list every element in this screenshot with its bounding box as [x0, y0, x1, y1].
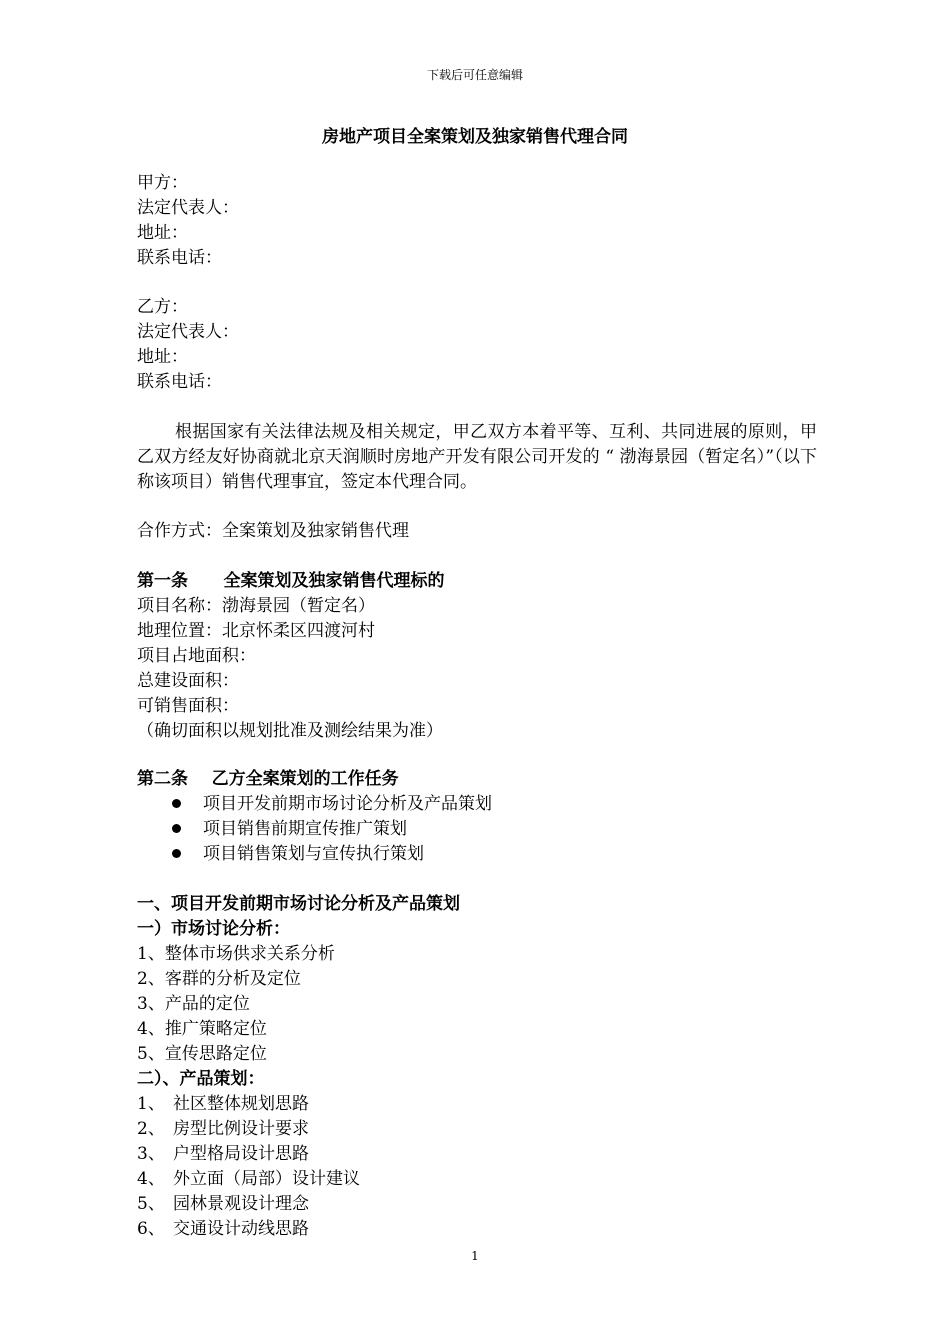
item-number: 5、	[137, 1194, 165, 1214]
item-number: 1、	[137, 1094, 165, 1114]
bullet-text: 项目销售前期宣传推广策划	[203, 819, 407, 839]
header-note: 下载后可任意编辑	[426, 68, 523, 82]
party-b-address: 地址：	[137, 347, 188, 367]
article-1-line: 总建设面积：	[137, 671, 239, 691]
party-a-label: 甲方：	[137, 173, 188, 193]
bullet-text: 项目销售策划与宣传执行策划	[203, 844, 424, 864]
item-text: 园林景观设计理念	[173, 1194, 309, 1214]
product-planning-heading: 二）、产品策划：	[137, 1069, 265, 1089]
section-1	[137, 892, 817, 1242]
item-number: 3、	[137, 1144, 165, 1164]
bullet-item	[137, 842, 817, 867]
bullet-text: 项目开发前期市场讨论分析及产品策划	[203, 794, 492, 814]
item-text: 户型格局设计思路	[173, 1144, 309, 1164]
party-b-block	[137, 295, 817, 395]
party-a-address: 地址：	[137, 223, 188, 243]
market-analysis-item: 2、客群的分析及定位	[137, 969, 301, 989]
market-analysis-item: 3、产品的定位	[137, 994, 250, 1014]
cooperation-text: 合作方式：全案策划及独家销售代理	[137, 521, 409, 541]
product-planning-item	[137, 1192, 817, 1217]
product-planning-item	[137, 1117, 817, 1142]
product-planning-item	[137, 1217, 817, 1242]
article-1-line: 地理位置：北京怀柔区四渡河村	[137, 621, 375, 641]
bullet-icon	[172, 799, 181, 808]
item-text: 房型比例设计要求	[173, 1119, 309, 1139]
article-1-line: 可销售面积：	[137, 696, 239, 716]
item-text: 交通设计动线思路	[173, 1219, 309, 1239]
product-planning-item	[137, 1167, 817, 1192]
item-text: 外立面（局部）设计建议	[173, 1169, 360, 1189]
intro-paragraph: 根据国家有关法律法规及相关规定，甲乙双方本着平等、互利、共同进展的原则，甲乙双方经友好协商就北京天润顺时房地产开发有限公司开发的 “ 渤海景园（暂定名）”（以下称该项目）销售代理事宜，签定本代理合同。	[137, 422, 817, 492]
party-b-representative: 法定代表人：	[137, 322, 239, 342]
bullet-icon	[172, 849, 181, 858]
item-number: 6、	[137, 1219, 165, 1239]
market-analysis-item: 1、整体市场供求关系分析	[137, 944, 335, 964]
item-text: 社区整体规划思路	[173, 1094, 309, 1114]
cooperation-method	[137, 519, 817, 544]
product-planning-item	[137, 1142, 817, 1167]
article-1-line: 项目占地面积：	[137, 646, 256, 666]
article-1-line: 项目名称：渤海景园（暂定名）	[137, 596, 375, 616]
section-1-heading: 一、项目开发前期市场讨论分析及产品策划	[137, 894, 460, 914]
party-b-phone: 联系电话：	[137, 372, 222, 392]
party-b-label: 乙方：	[137, 297, 188, 317]
market-analysis-item: 4、推广策略定位	[137, 1019, 267, 1039]
item-number: 2、	[137, 1119, 165, 1139]
article-1	[137, 569, 817, 744]
document-title: 房地产项目全案策划及独家销售代理合同	[322, 127, 628, 147]
article-2-bullet-list	[137, 792, 817, 867]
page-number: 1	[471, 1249, 479, 1263]
article-2	[137, 767, 817, 867]
party-a-block	[137, 171, 817, 271]
bullet-item	[137, 817, 817, 842]
article-1-heading: 第一条 全案策划及独家销售代理标的	[137, 571, 445, 591]
bullet-icon	[172, 824, 181, 833]
product-planning-item	[137, 1092, 817, 1117]
market-analysis-heading: 一）市场讨论分析：	[137, 919, 290, 939]
article-2-heading: 第二条 乙方全案策划的工作任务	[137, 769, 399, 789]
party-a-representative: 法定代表人：	[137, 198, 239, 218]
market-analysis-item: 5、宣传思路定位	[137, 1044, 267, 1064]
item-number: 4、	[137, 1169, 165, 1189]
bullet-item	[137, 792, 817, 817]
party-a-phone: 联系电话：	[137, 248, 222, 268]
article-1-line: （确切面积以规划批准及测绘结果为准）	[137, 721, 443, 741]
